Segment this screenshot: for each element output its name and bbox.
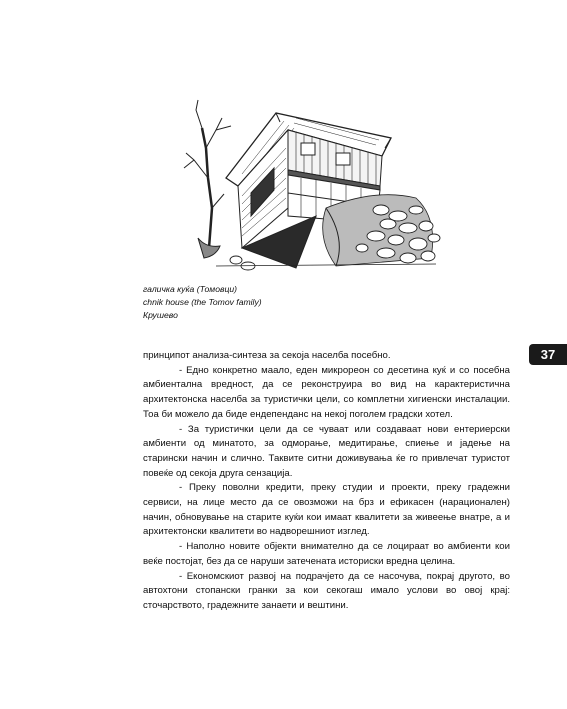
paragraph: - Наполно новите објекти внимателно да се лоцираат во амбиенти кои веќе постојат, без да се наруши затечената историски вредна целина. bbox=[143, 541, 510, 567]
caption-line: chnik house (the Tomov family) bbox=[143, 297, 262, 307]
paragraph: - Едно конкретно маало, еден микрорeон со десетина куќ и со посебна амбиентална вредност, да се реконструира во вид на карактеристична архитектонска населба за туристички цели, со комплетни хигиенски инсталации. Тоа би можело да биде ендепенданс на некој поголем градски хотел. bbox=[143, 364, 510, 420]
page-number: 37 bbox=[540, 347, 556, 362]
caption-line: галичка куќа (Томовци) bbox=[143, 284, 238, 294]
page-number-tab bbox=[529, 344, 567, 365]
paragraph: - Економскиот развој на подрачјето да се насочува, покрај другото, во автохтони стопански гранки за кои секогаш имало услови во овој крај: сточарството, градежните занаети и вештини. bbox=[143, 570, 510, 611]
body-text bbox=[143, 349, 510, 614]
caption-line: Крушево bbox=[143, 310, 178, 320]
figure-caption bbox=[143, 283, 262, 322]
paragraph: принципот анализа-синтеза за секоја населба посебно. bbox=[143, 350, 391, 361]
house-sketch-illustration bbox=[176, 98, 446, 274]
paragraph: - Преку поволни кредити, преку студии и проекти, преку градежни сервиси, на лице место да се овозможи на брз и ефикасен (нарационален) начин, обновување на старите куќи кои имаат квалитети за живеење внатре, а и архитектонски квалитети во надворешниот изглед. bbox=[143, 482, 510, 538]
paragraph: - За туристички цели да се чуваат или создаваат нови ентериерски амбиенти од минатото, за одморање, медитирање, спиење и јадење на старински начин и слично. Таквите ситни доживувања ќе го привлечат туристот повеќе од секоја друга сензација. bbox=[143, 423, 510, 479]
tree-drawing bbox=[184, 100, 231, 258]
